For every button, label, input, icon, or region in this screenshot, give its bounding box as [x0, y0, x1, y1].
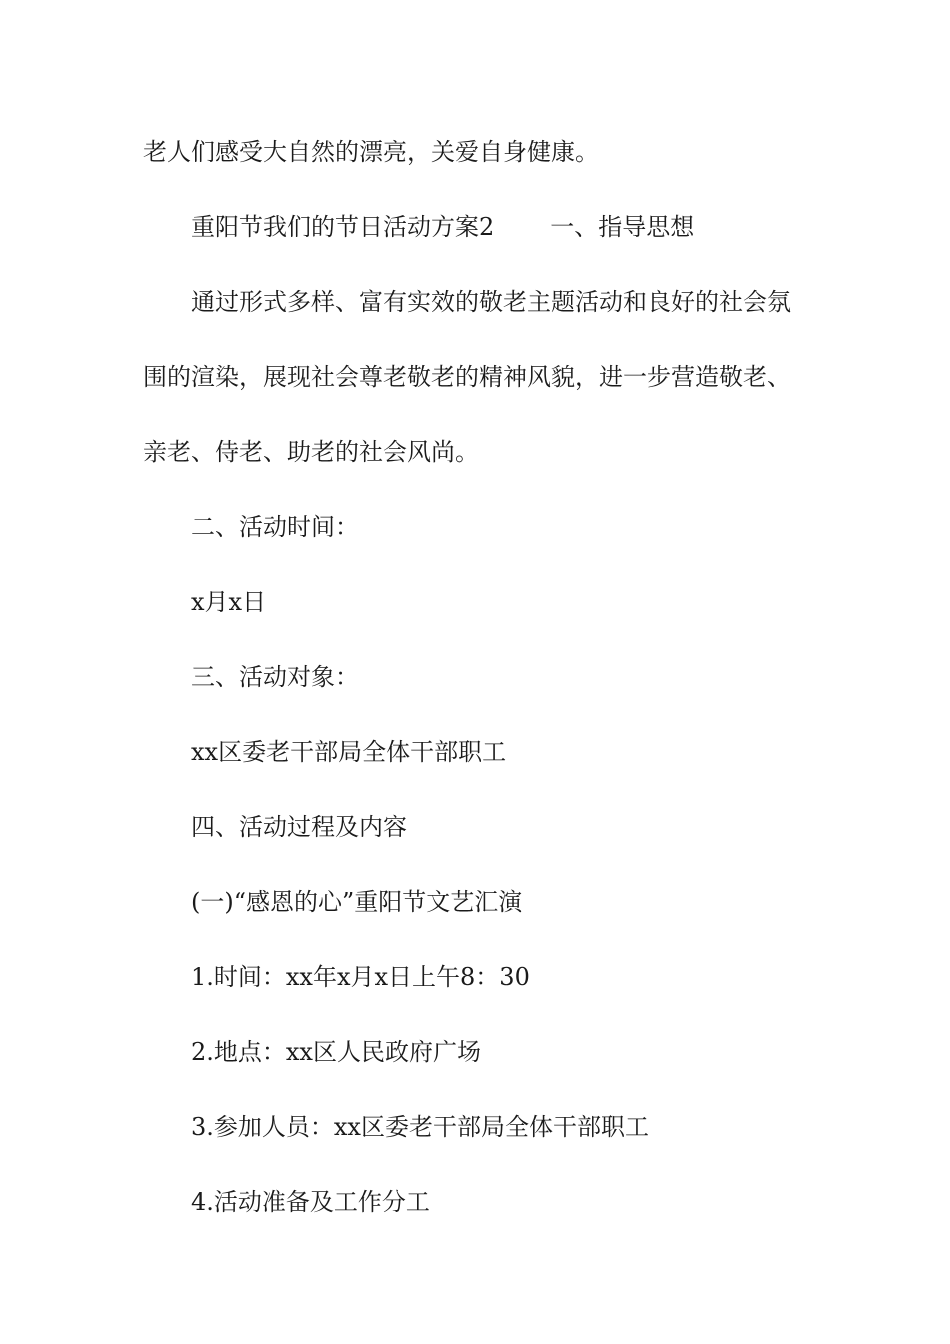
- activity-date: x月x日: [191, 588, 267, 616]
- plan-title: 重阳节我们的节日活动方案2: [191, 213, 495, 241]
- list-item-preparation: 4.活动准备及工作分工: [191, 1188, 430, 1216]
- section-heading-guiding-thought: 一、指导思想: [550, 213, 695, 241]
- paragraph-closing-line: 老人们感受大自然的漂亮，关爱自身健康。: [143, 138, 599, 166]
- list-item-time: 1.时间：xx年x月x日上午8：30: [191, 963, 530, 991]
- section-heading-time: 二、活动时间：: [191, 513, 359, 541]
- paragraph-guiding-text-line-3: 亲老、侍老、助老的社会风尚。: [143, 438, 479, 466]
- list-item-location: 2.地点：xx区人民政府广场: [191, 1038, 481, 1066]
- section-heading-audience: 三、活动对象：: [191, 663, 359, 691]
- section-heading-process: 四、活动过程及内容: [191, 813, 407, 841]
- list-item-participants: 3.参加人员：xx区委老干部局全体干部职工: [191, 1113, 649, 1141]
- subsection-performance: (一)“感恩的心”重阳节文艺汇演: [191, 888, 523, 916]
- activity-audience: xx区委老干部局全体干部职工: [191, 738, 507, 766]
- paragraph-guiding-text-line-2: 围的渲染，展现社会尊老敬老的精神风貌，进一步营造敬老、: [143, 363, 791, 391]
- paragraph-guiding-text-line-1: 通过形式多样、富有实效的敬老主题活动和良好的社会氛: [191, 288, 791, 316]
- plan-heading-line: [191, 212, 694, 242]
